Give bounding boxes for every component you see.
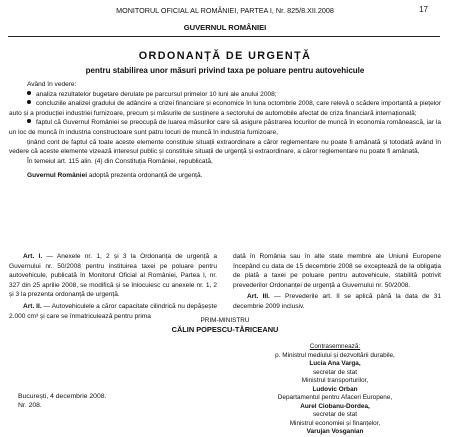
article-1: [9, 252, 217, 300]
countersigner-name: Aurel Ciobanu-Dordea,: [300, 402, 370, 410]
bullet-text: analiza rezultatelor bugetare derulate pe parcursul primelor 10 luni ale anului 2008;: [36, 90, 277, 98]
adoption-lead: Guvernul României: [27, 172, 88, 180]
article-1-text: — Anexele nr. 1, 2 și 3 la Ordonanța de urgență a Guvernului nr. 50/2008 pentru instituirea taxei pe poluare pentru autovehicule, publicată în Monitorul Oficial al României, Partea I, nr. 327 din 25 aprilie 2008, se modifică și se înlocuiesc cu anexele nr. 1, 2 și 3 la prezenta ordonanță de urgență.: [9, 253, 217, 299]
countersigner-name: Varujan Vosganian: [306, 428, 364, 435]
countersigner-role: Ministrul economiei și finanțelor,: [289, 419, 381, 427]
place-date: București, 4 decembrie 2008.: [18, 393, 107, 400]
countersigner-name: Lucia Ana Varga,: [309, 360, 361, 367]
article-1-label: Art. I.: [23, 253, 43, 260]
countersigner-role: Departamentul pentru Afaceri Europene,: [277, 394, 393, 401]
countersign-list: [240, 352, 430, 437]
page-number: 17: [419, 5, 428, 14]
article-2-label: Art. II.: [23, 302, 42, 310]
article-2-continued: dată în România sau în alte state membre ale Uniunii Europene începând cu data de 15 decembrie 2008 se exceptează de la obligația de plată a taxei pe poluare pentru autovehicule, stabilită potrivit prevederilor Ordonanței de urgență a Guvernului nr. 50/2008.: [233, 253, 441, 289]
pm-role: PRIM-MINISTRU: [200, 317, 250, 324]
header-divider: [8, 36, 440, 37]
place-and-number: [18, 392, 106, 410]
issuer: GUVERNUL ROMÂNIEI: [183, 23, 267, 32]
countersigner-role: Ministrul transporturilor,: [301, 377, 369, 384]
pm-name: CĂLIN POPESCU-TĂRICEANU: [171, 324, 279, 334]
publication-line: MONITORUL OFICIAL AL ROMÂNIEI, PARTEA I, Nr. 825/8.XII.2008: [116, 6, 334, 15]
article-3: [233, 292, 441, 311]
article-2-text: — Autovehiculele a căror capacitate cilindrică nu depășește 2.000 cm³ și care se înmatriculează pentru prima: [9, 302, 217, 320]
act-number: Nr. 208.: [18, 402, 42, 409]
countersign-heading: Contrasemnează:: [309, 343, 361, 350]
adoption-rest: adoptă prezenta ordonanță de urgență.: [87, 172, 203, 180]
preamble-bullet: [9, 90, 441, 100]
bullet-text: faptul că Guvernul României se preocupă de luarea măsurilor care să asigure păstrarea locurilor de muncă în economia românească, iar la un loc de muncă în industria constructoare sunt patru locuri de muncă în industria furnizoare,: [9, 119, 441, 136]
preamble: [9, 80, 441, 181]
bullet-icon: [27, 119, 31, 123]
document-subtitle: pentru stabilirea unor măsuri privind taxa pe poluare pentru autovehicule: [85, 66, 365, 75]
article-3-text: — Prevederile art. II se aplică până la data de 31 decembrie 2009 inclusiv.: [233, 293, 441, 310]
prime-minister-signature: [0, 317, 450, 335]
countersigner-name: Ludovic Orban: [312, 385, 358, 393]
countersigner-role: p. Ministrul mediului și dezvoltării durabile,: [275, 351, 395, 359]
preamble-bullet: [9, 99, 441, 118]
bullet-icon: [27, 100, 31, 104]
articles-left-column: [9, 252, 217, 323]
legal-basis: În temeiul art. 115 alin. (4) din Constituția României, republicată,: [27, 157, 213, 165]
bullet-icon: [27, 91, 31, 95]
countersignatures: [240, 343, 430, 437]
articles-right-column: [233, 252, 441, 314]
countersigner-role: secretar de stat: [312, 368, 358, 376]
preamble-bullet: [9, 118, 441, 137]
document-title: ORDONANȚĂ DE URGENȚĂ: [138, 50, 312, 62]
adoption-statement: [9, 171, 441, 181]
urgency-paragraph: ținând cont de faptul că toate aceste elemente constituie situații extraordinare a căror reglementare nu poate fi amânată și totodată având în vedere că aceste elemente vizează interesul public și constituie situații de urgență și extraordinare, a căror reglementare nu poate fi amânată,: [9, 138, 441, 156]
preamble-intro: Având în vedere:: [27, 81, 77, 88]
countersigner-role: secretar de stat: [312, 411, 358, 418]
bullet-text: concluziile analizei gradului de adâncire a crizei financiare și economice în luna octombrie 2008, care relevă o scădere importantă a piețelor auto și a producției industriei furnizoare, precum și măsurile de susținere a sectorului de automobile afectat de criza financiară internațională;: [9, 100, 441, 117]
article-3-label: Art. III.: [247, 293, 270, 301]
